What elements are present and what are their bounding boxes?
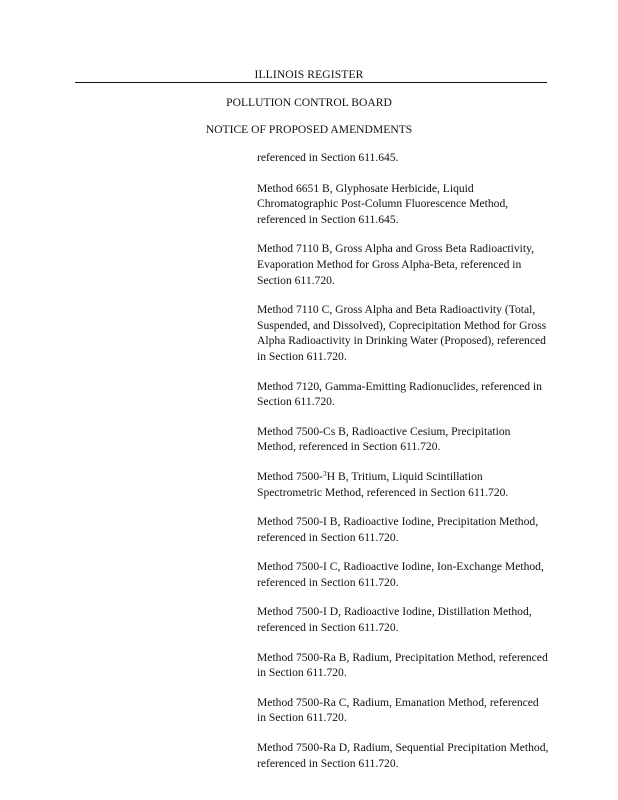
header-rule bbox=[75, 82, 547, 83]
method-suffix: H B, Tritium, Liquid Scintillation Spectrometric Method, referenced in Section 611.720. bbox=[257, 469, 509, 499]
method-paragraph: Method 7120, Gamma-Emitting Radionuclides, referenced in Section 611.720. bbox=[257, 379, 542, 409]
method-prefix: Method 7500- bbox=[257, 469, 324, 483]
agency-heading: POLLUTION CONTROL BOARD bbox=[226, 96, 392, 109]
method-paragraph: Method 7500-Cs B, Radioactive Cesium, Precipitation Method, referenced in Section 611.720. bbox=[257, 424, 511, 454]
method-list bbox=[257, 150, 549, 785]
method-paragraph: Method 6651 B, Glyphosate Herbicide, Liquid Chromatographic Post-Column Fluorescence Method, referenced in Section 611.645. bbox=[257, 181, 509, 226]
method-paragraph: Method 7500-I C, Radioactive Iodine, Ion-Exchange Method, referenced in Section 611.720. bbox=[257, 560, 544, 589]
notice-heading: NOTICE OF PROPOSED AMENDMENTS bbox=[205, 123, 413, 136]
method-paragraph-tritium bbox=[257, 469, 549, 500]
register-title: ILLINOIS REGISTER bbox=[254, 68, 364, 81]
method-paragraph: Method 7500-I D, Radioactive Iodine, Distillation Method, referenced in Section 611.720. bbox=[257, 605, 532, 635]
method-paragraph: Method 7500-Ra C, Radium, Emanation Method, referenced in Section 611.720. bbox=[257, 695, 539, 725]
method-paragraph: Method 7110 C, Gross Alpha and Beta Radioactivity (Total, Suspended, and Dissolved), Coprecipitation Method for Gross Alpha Radioactivity in Drinking Water (Proposed), referenced in Section 611.720. bbox=[257, 303, 547, 363]
method-paragraph: Method 7500-I B, Radioactive Iodine, Precipitation Method, referenced in Section 611.720. bbox=[257, 515, 539, 544]
method-paragraph: Method 7110 B, Gross Alpha and Gross Beta Radioactivity, Evaporation Method for Gross Alpha-Beta, referenced in Section 611.720. bbox=[257, 242, 535, 287]
continuation-paragraph: referenced in Section 611.645. bbox=[257, 151, 399, 164]
method-paragraph: Method 7500-Ra D, Radium, Sequential Precipitation Method, referenced in Section 611.720. bbox=[257, 741, 549, 770]
method-paragraph: Method 7500-Ra B, Radium, Precipitation Method, referenced in Section 611.720. bbox=[257, 650, 548, 680]
isotope-superscript: 3 bbox=[323, 468, 327, 478]
